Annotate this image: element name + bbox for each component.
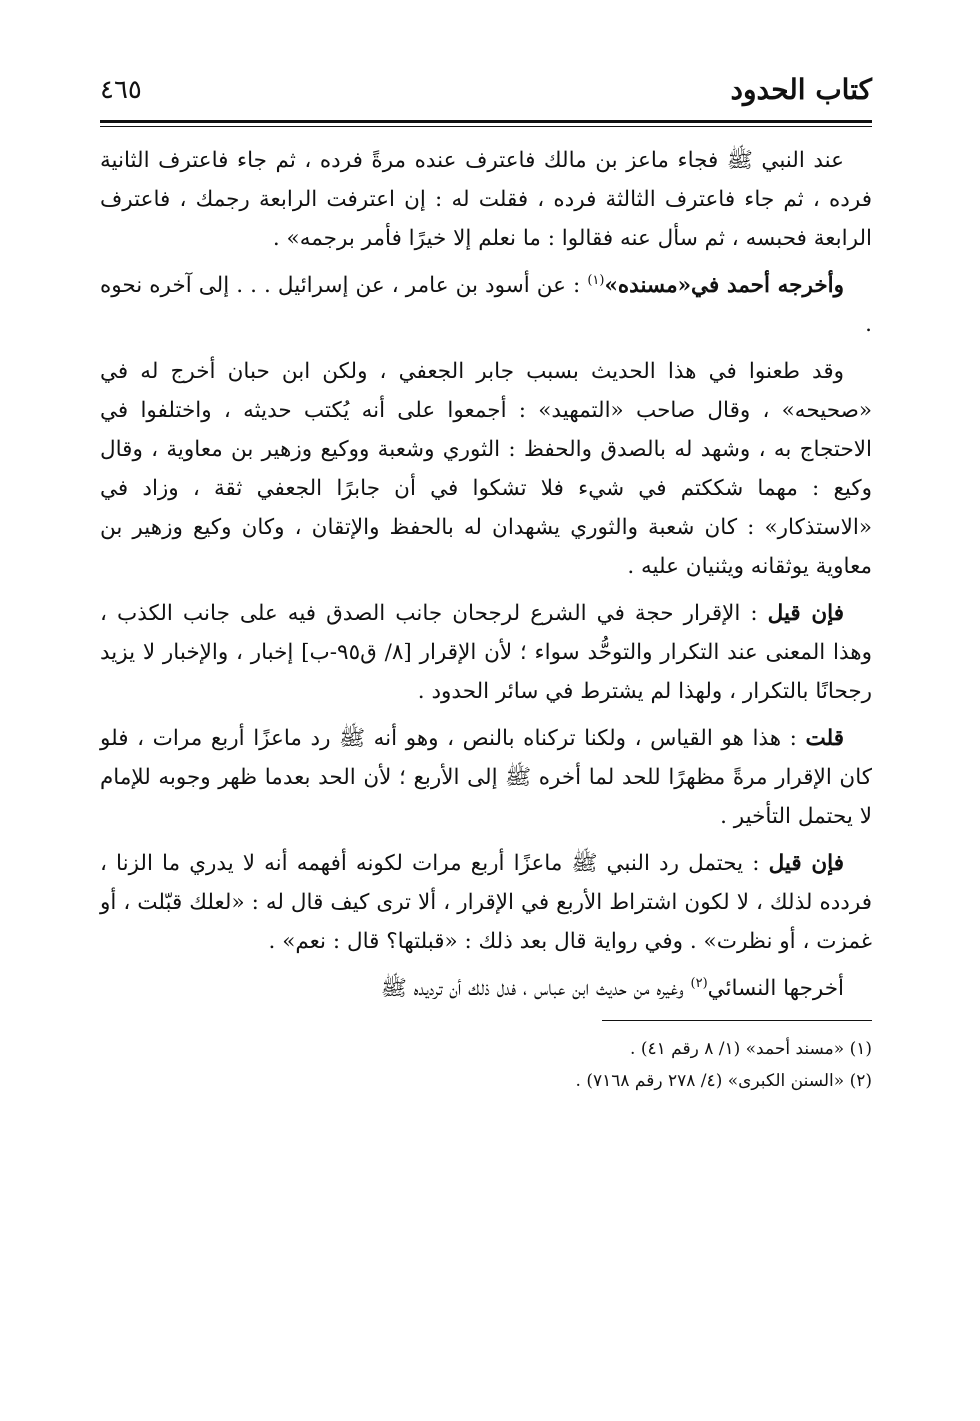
chapter-title: كتاب الحدود xyxy=(730,73,872,106)
footnotes xyxy=(100,1033,872,1097)
paragraph-3 xyxy=(100,352,872,586)
paragraph-1 xyxy=(100,141,872,258)
paragraph-lead: فإن قيل xyxy=(768,851,844,876)
paragraph-lead: قلت xyxy=(805,726,844,751)
footnote-separator xyxy=(602,1020,872,1021)
paragraph-text: : الإقرار حجة في الشرع لرجحان جانب الصدق فيه على جانب الكذب ، وهذا المعنى عند التكرار والتوحُّد سواء ؛ لأن الإقرار [٨/ ق٩٥-ب] إخبار ، والإخبار لا يزيد رجحانًا بالتكرار ، ولهذا لم يشترط في سائر الحدود . xyxy=(100,601,872,704)
paragraph-2 xyxy=(100,266,872,344)
paragraph-text: : هذا هو القياس ، ولكنا تركناه بالنص ، وهو أنه ﷺ رد ماعزًا أربع مرات ، فلو كان الإقرار مرةً مظهرًا للحد لما أخره ﷺ إلى الأربع ؛ لأن الحد بعدما ظهر وجوبه للإمام لا يحتمل التأخير . xyxy=(100,726,872,829)
paragraph-text: : يحتمل رد النبي ﷺ ماعزًا أربع مرات لكونه أفهمه أنه لا يدري ما الزنا ، فردده لذلك ، لا لكون اشتراط الأربع في الإقرار ، ألا ترى كيف قال له : «لعلك قبّلت ، أو غمزت ، أو نظرت» . وفي رواية قال بعد ذلك : «قبلتها؟ قال : نعم» . xyxy=(100,851,872,954)
header-rule-thin xyxy=(100,126,872,127)
paragraph-text-after: وغيره من حديث ابن عباس ، فدل ذلك أن ترديده ﷺ xyxy=(380,976,691,1001)
main-text xyxy=(100,141,872,1008)
paragraph-4 xyxy=(100,594,872,711)
book-page xyxy=(100,70,872,1370)
page-header xyxy=(100,70,872,114)
footnote-2: (٢) «السنن الكبرى» (٤/ ٢٧٨ رقم ٧١٦٨) . xyxy=(575,1071,872,1091)
footnote-1: (١) «مسند أحمد» (١/ ٨ رقم ٤١) . xyxy=(630,1039,872,1059)
footnote-ref-2: (٢) xyxy=(690,975,708,991)
paragraph-lead: وأخرجه أحمد في«مسنده» xyxy=(604,273,844,298)
paragraph-text: أخرجها النسائي xyxy=(707,976,844,1001)
paragraph-text: وقد طعنوا في هذا الحديث بسبب جابر الجعفي ، ولكن ابن حبان أخرج له في «صحيحه» ، وقال صاحب «التمهيد» : أجمعوا على أنه يُكتب حديثه ، واختلفوا في الاحتجاج به ، وشهد له بالصدق والحفظ : الثوري وشعبة ووكيع وزهير بن معاوية ، وقال وكيع : مهما شككتم في شيء فلا تشكوا في أن جابرًا الجعفي ثقة ، وزاد في «الاستذكار» : كان شعبة والثوري يشهدان له بالحفظ والإتقان ، وكان وكيع وزهير بن معاوية يوثقانه ويثنيان عليه . xyxy=(100,359,872,579)
paragraph-text: : عن أسود بن عامر ، عن إسرائيل . . . إلى آخره نحوه . xyxy=(100,273,872,337)
paragraph-7 xyxy=(100,969,872,1008)
paragraph-lead: فإن قيل xyxy=(767,601,845,626)
paragraph-text: عند النبي ﷺ فجاء ماعز بن مالك فاعترف عنده مرةً فرده ، ثم جاء فاعترف الثانية فرده ، ثم جاء فاعترف الثالثة فرده ، فقلت له : إن اعترفت الرابعة رجمك ، فاعترف الرابعة فحبسه ، ثم سأل عنه فقالوا : ما نعلم إلا خيرًا فأمر برجمه» . xyxy=(100,148,872,251)
page-number: ٤٦٥ xyxy=(100,75,142,105)
header-rule-thick xyxy=(100,120,872,123)
paragraph-6 xyxy=(100,844,872,961)
footnote-ref-1: (١) xyxy=(587,272,605,288)
paragraph-5 xyxy=(100,719,872,836)
